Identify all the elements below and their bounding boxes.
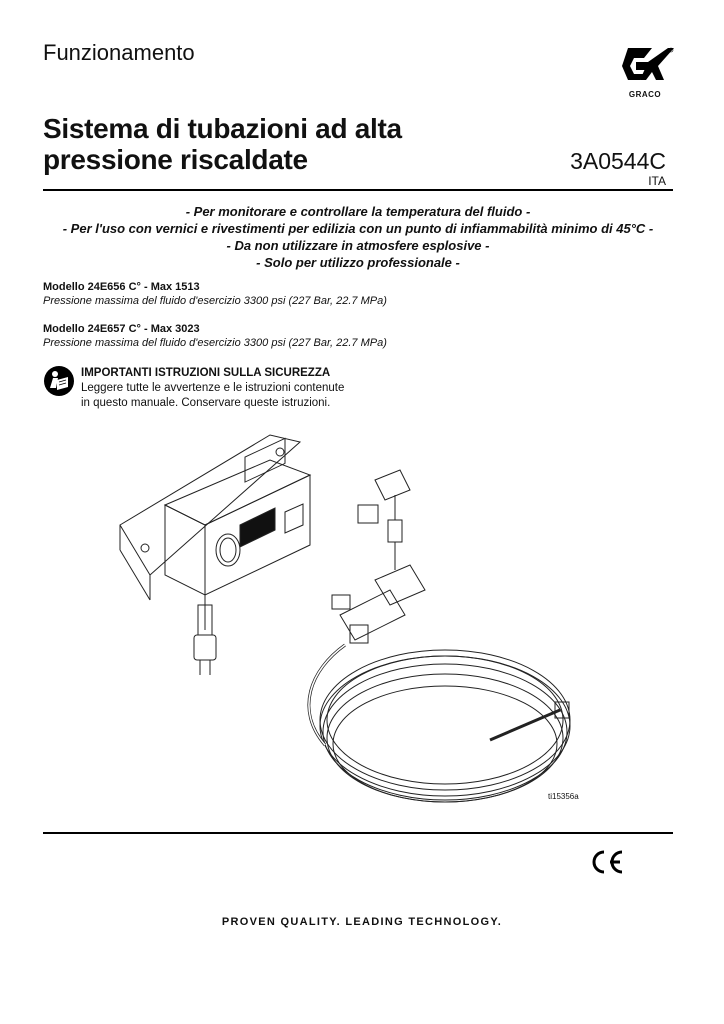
ce-mark-icon — [588, 848, 624, 876]
figure-reference: ti15356a — [548, 792, 579, 801]
safety-line: Leggere tutte le avvertenze e le istruzioni contenute — [81, 382, 345, 394]
control-box — [165, 438, 310, 595]
section-title: Funzionamento — [43, 40, 195, 65]
logo-text: GRACO — [628, 90, 662, 99]
feature-item: - Per monitorare e controllare la temperatura del fluido - — [185, 204, 531, 219]
page-title — [43, 113, 402, 175]
feature-item: - Da non utilizzare in atmosfere esplosive - — [226, 238, 490, 253]
safety-heading: IMPORTANTI ISTRUZIONI SULLA SICUREZZA — [81, 367, 331, 379]
model-spec: Pressione massima del fluido d'esercizio 3300 psi (227 Bar, 22.7 MPa) — [43, 337, 387, 349]
product-illustration — [110, 430, 590, 810]
safety-line: in questo manuale. Conservare queste istruzioni. — [81, 397, 331, 409]
read-manual-icon — [44, 366, 74, 396]
title-line-1: Sistema di tubazioni ad alta — [43, 113, 402, 144]
feature-item: - Per l'uso con vernici e rivestimenti per edilizia con un punto di infiammabilità minimo di 45°C - — [62, 221, 654, 236]
feature-item: - Solo per utilizzo professionale - — [256, 255, 460, 270]
feature-list — [43, 203, 673, 271]
title-line-2: pressione riscaldate — [43, 144, 308, 175]
model-name: Modello 24E657 C° - Max 3023 — [43, 323, 200, 335]
model-spec: Pressione massima del fluido d'esercizio 3300 psi (227 Bar, 22.7 MPa) — [43, 295, 387, 307]
doc-number: 3A0544C — [570, 148, 666, 174]
model-name: Modello 24E656 C° - Max 1513 — [43, 281, 200, 293]
language-code: ITA — [648, 174, 666, 188]
model-block — [43, 280, 387, 308]
heater-manifold — [332, 565, 425, 643]
hose-coil — [309, 645, 570, 802]
model-block — [43, 322, 387, 350]
footer-tagline: PROVEN QUALITY. LEADING TECHNOLOGY. — [221, 916, 503, 928]
tee-fitting — [358, 470, 410, 570]
power-cord — [194, 580, 216, 675]
footer-divider — [43, 832, 673, 834]
header-divider — [43, 189, 673, 191]
